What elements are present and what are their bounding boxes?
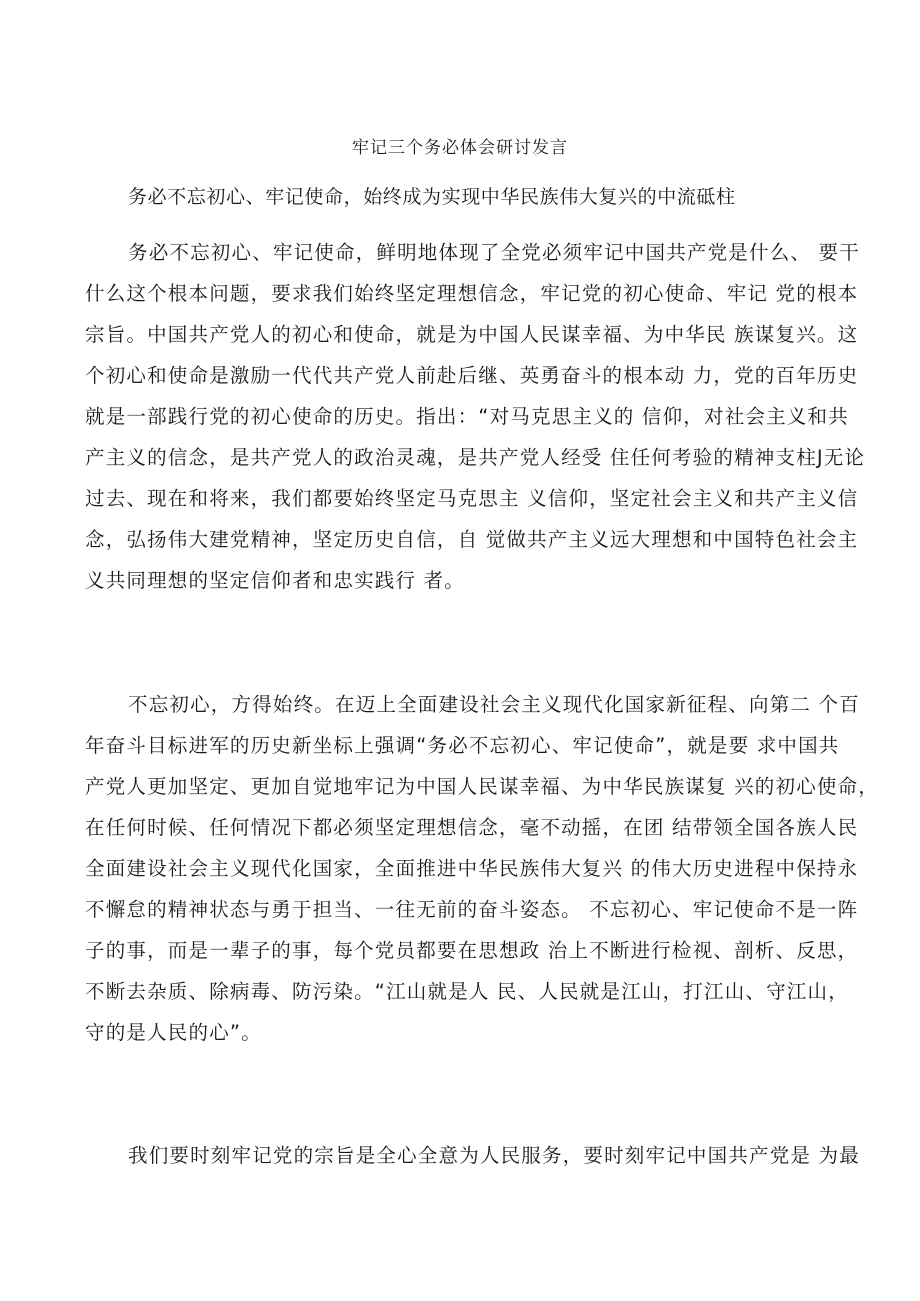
paragraph-line: 产党人更加坚定、更加自觉地牢记为中国人民谋幸福、为中华民族谋复 兴的初心使命， [85, 775, 879, 798]
paragraph-line: 在任何时候、任何情况下都必须坚定理想信念，毫不动摇，在团 结带领全国各族人民 [85, 816, 859, 839]
paragraph-line: 守的是人民的心”。 [85, 1021, 262, 1044]
paragraph-line: 念，弘扬伟大建党精神，坚定历史自信，自 觉做共产主义远大理想和中国特色社会主 [85, 528, 859, 551]
paragraph [85, 684, 879, 1053]
paragraph-line: 不断去杂质、除病毒、防污染。“江山就是人 民、人民就是江山，打江山、守江山， [85, 980, 849, 1003]
paragraph-line: 义共同理想的坚定信仰者和忠实践行 者。 [85, 569, 465, 592]
paragraph-line: 就是一部践行党的初心使命的历史。指出：“对马克思主义的 信仰，对社会主义和共 [85, 405, 849, 428]
paragraph-line: 什么这个根本问题，要求我们始终坚定理想信念，牢记党的初心使命、牢记 党的根本 [85, 282, 859, 305]
paragraph-line: 不懈怠的精神状态与勇于担当、一往无前的奋斗姿态。 不忘初心、牢记使命不是一阵 [85, 898, 859, 921]
paragraph-line: 不忘初心，方得始终。在迈上全面建设社会主义现代化国家新征程、向第二 个百 [128, 693, 860, 716]
document-subtitle: 务必不忘初心、牢记使命，始终成为实现中华民族伟大复兴的中流砥柱 [128, 186, 736, 208]
paragraph [85, 232, 866, 601]
paragraph-line: 个初心和使命是激励一代代共产党人前赴后继、英勇奋斗的根本动 力，党的百年历史 [85, 364, 859, 387]
paragraph-line: 宗旨。中国共产党人的初心和使命，就是为中国人民谋幸福、为中华民 族谋复兴。这 [85, 323, 859, 346]
paragraph-line: 过去、现在和将来，我们都要始终坚定马克思主 义信仰，坚定社会主义和共产主义信 [85, 487, 859, 510]
paragraph-line: 年奋斗目标进军的历史新坐标上强调“务必不忘初心、牢记使命”，就是要 求中国共 [85, 734, 840, 757]
document-title: 牢记三个务必体会研讨发言 [352, 138, 568, 158]
paragraph-line: 子的事，而是一辈子的事，每个党员都要在思想政 治上不断进行检视、剖析、反思， [85, 939, 859, 962]
paragraph-line: 产主义的信念，是共产党人的政治灵魂，是共产党人经受 住任何考验的精神支柱J无论 [85, 446, 866, 469]
paragraph [85, 1135, 860, 1176]
paragraph-line: 全面建设社会主义现代化国家，全面推进中华民族伟大复兴 的伟大历史进程中保持永 [85, 857, 859, 880]
paragraph-line: 务必不忘初心、牢记使命，鲜明地体现了全党必须牢记中国共产党是什么、 要干 [128, 241, 860, 264]
paragraph-line: 我们要时刻牢记党的宗旨是全心全意为人民服务，要时刻牢记中国共产党是 为最 [128, 1144, 860, 1167]
